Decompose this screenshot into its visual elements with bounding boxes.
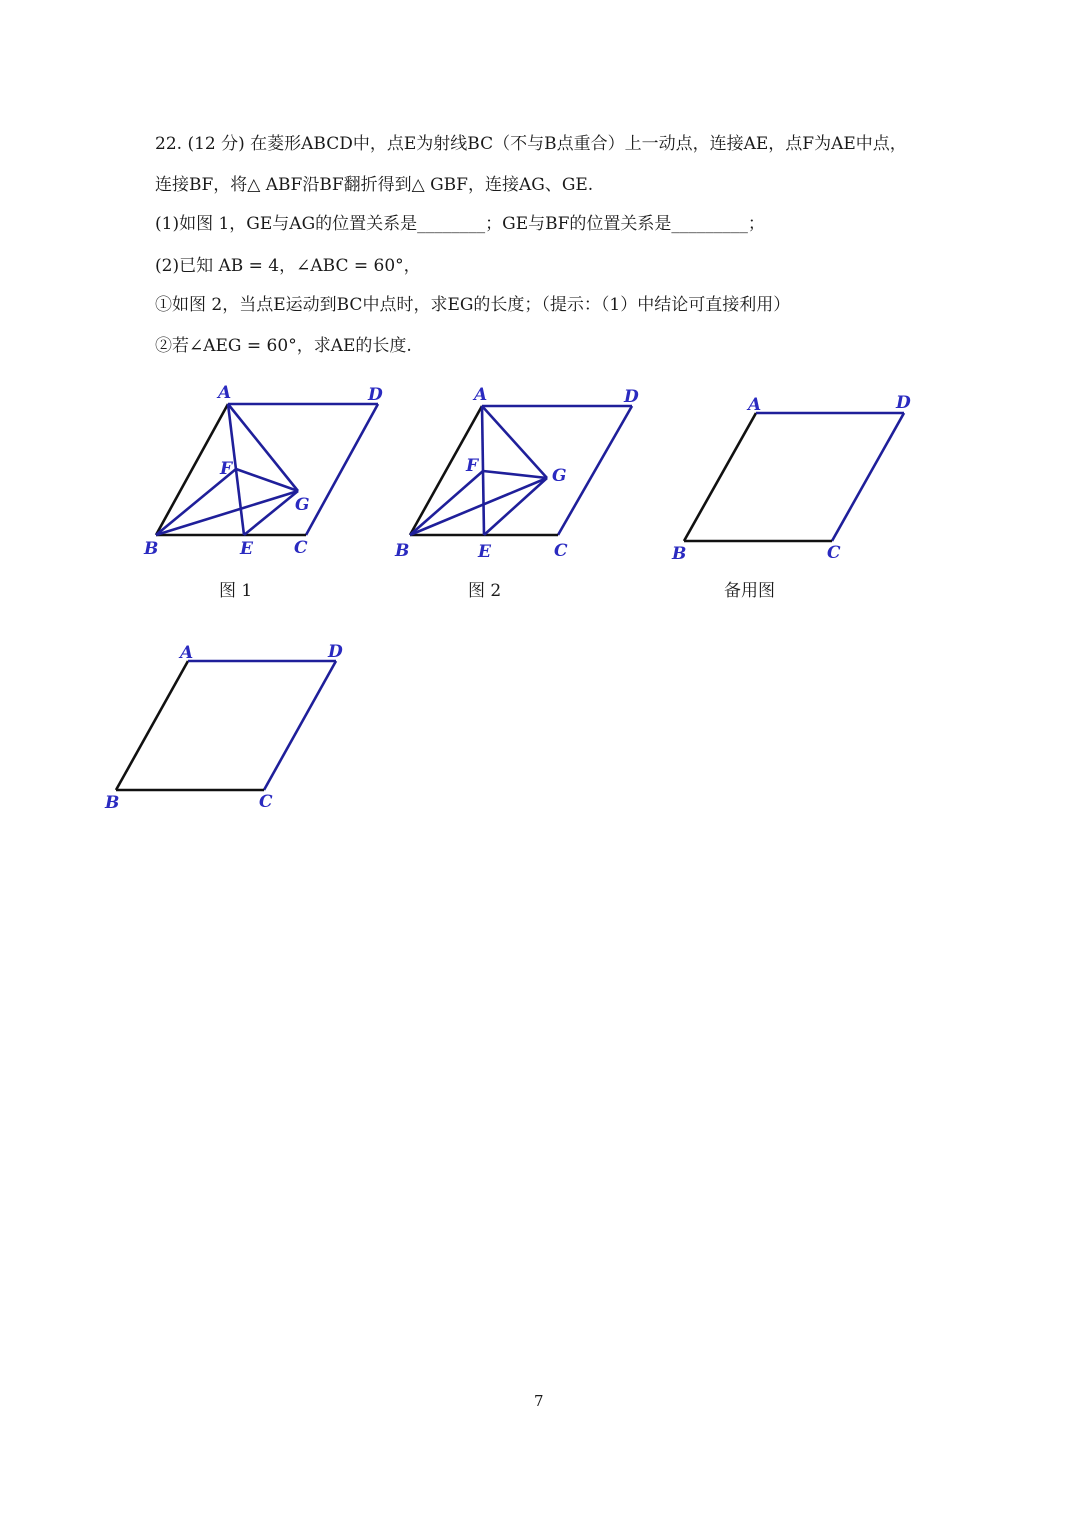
figure-2-label-C: C <box>554 541 568 561</box>
figure-1-label-B: B <box>144 539 159 559</box>
figure-1-label-F: F <box>220 459 233 479</box>
problem-line-4: (2)已知 AB = 4，∠ABC = 60°， <box>155 256 421 276</box>
figure-2-label-E: E <box>478 542 491 562</box>
figure-1-label-E: E <box>240 539 253 559</box>
figure-3-caption: 备用图 <box>724 581 775 601</box>
figure-2-construction-lines <box>410 406 547 535</box>
figure-2-rhombus <box>410 406 632 535</box>
problem-line-5: ①如图 2，当点E运动到BC中点时，求EG的长度；（提示：（1）中结论可直接利用） <box>155 295 791 315</box>
figure-2-label-A: A <box>474 385 488 405</box>
figure-4-rhombus <box>116 661 336 790</box>
problem-line-6: ②若∠AEG = 60°，求AE的长度. <box>155 336 412 356</box>
figure-1 <box>140 380 400 570</box>
figure-3-label-A: A <box>748 395 762 415</box>
figure-1-label-A: A <box>218 383 232 403</box>
figure-1-caption: 图 1 <box>219 581 253 601</box>
problem-line-3: (1)如图 1，GE与AG的位置关系是________；GE与BF的位置关系是_________； <box>155 214 765 234</box>
figure-4 <box>96 640 356 830</box>
figure-4-label-B: B <box>105 793 120 813</box>
figure-3 <box>664 388 924 578</box>
figure-1-label-C: C <box>294 538 308 558</box>
figure-2-label-B: B <box>395 541 410 561</box>
problem-line-1: 22. (12 分) 在菱形ABCD中，点E为射线BC（不与B点重合）上一动点，连接AE，点F为AE中点， <box>155 134 907 154</box>
problem-line-2: 连接BF，将△ ABF沿BF翻折得到△ GBF，连接AG、GE. <box>155 175 594 195</box>
figure-3-label-B: B <box>672 544 687 564</box>
figure-4-label-C: C <box>259 792 273 812</box>
figure-2-caption: 图 2 <box>468 581 502 601</box>
figure-2 <box>392 382 652 572</box>
page-number: 7 <box>534 1392 544 1410</box>
figure-1-label-G: G <box>295 495 310 515</box>
figure-3-rhombus <box>684 413 904 541</box>
figure-1-label-D: D <box>368 385 383 405</box>
figure-2-label-D: D <box>624 387 639 407</box>
figure-4-label-A: A <box>180 643 194 663</box>
figure-4-label-D: D <box>328 642 343 662</box>
figure-3-label-C: C <box>827 543 841 563</box>
figure-2-label-F: F <box>466 456 479 476</box>
figure-3-label-D: D <box>896 393 911 413</box>
figure-2-label-G: G <box>552 466 567 486</box>
